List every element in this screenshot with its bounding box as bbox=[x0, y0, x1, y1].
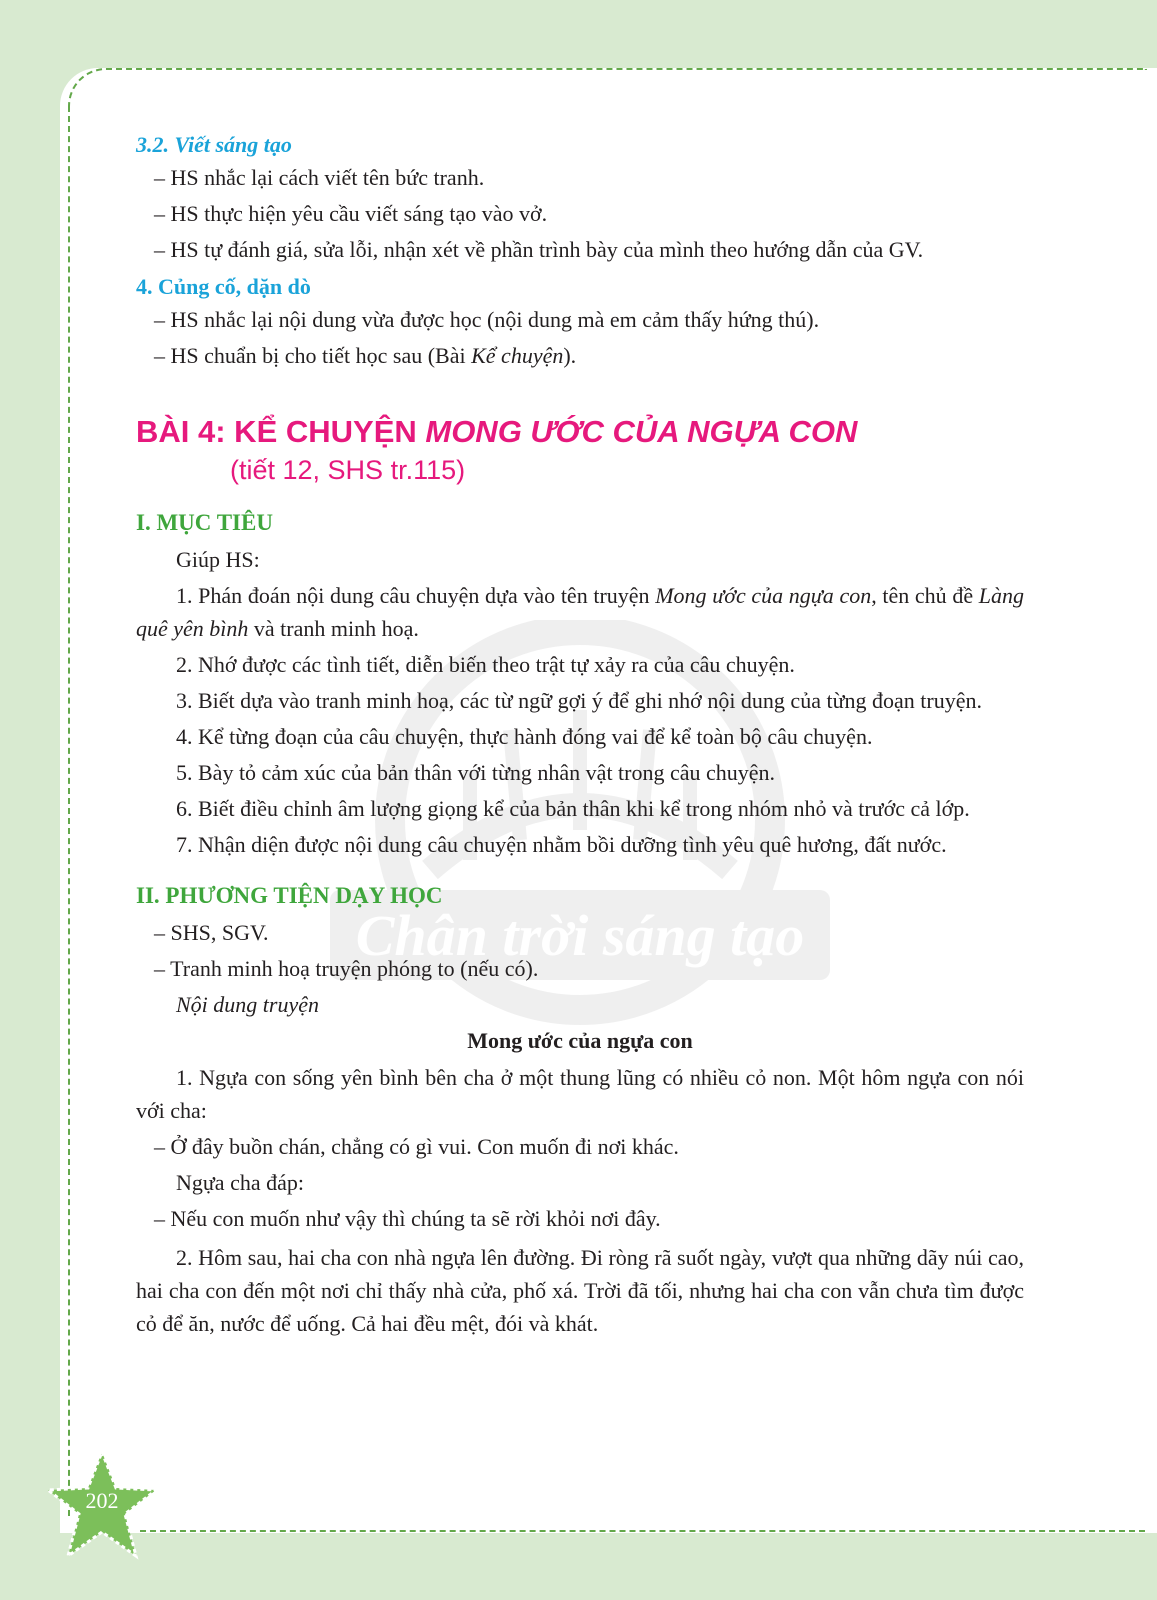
objectives-heading: I. MỤC TIÊU bbox=[136, 510, 273, 535]
objective-item: 5. Bày tỏ cảm xúc của bản thân với từng nhân vật trong câu chuyện. bbox=[176, 760, 776, 785]
text-span: và tranh minh hoạ. bbox=[248, 616, 419, 641]
text-span-italic: Kể chuyện bbox=[471, 343, 564, 368]
text-span: 1. Phán đoán nội dung câu chuyện dựa vào tên truyện bbox=[176, 583, 656, 608]
story-paragraph: 2. Hôm sau, hai cha con nhà ngựa lên đường. Đi ròng rã suốt ngày, vượt qua những dãy núi cao, hai cha con đến một nơi chỉ thấy nhà cửa, phố xá. Trời đã tối, nhưng hai cha con vẫn chưa tìm được cỏ để ăn, nước để uống. Cả hai đều mệt, đói và khát. bbox=[136, 1245, 1024, 1336]
objective-item: 6. Biết điều chỉnh âm lượng giọng kể của bản thân khi kể trong nhóm nhỏ và trước cả lớp. bbox=[176, 796, 970, 821]
text-span: – HS chuẩn bị cho tiết học sau (Bài bbox=[154, 343, 472, 368]
page-content bbox=[136, 128, 1024, 1343]
list-item: – HS nhắc lại cách viết tên bức tranh. bbox=[154, 165, 485, 190]
story-paragraph: 1. Ngựa con sống yên bình bên cha ở một thung lũng có nhiều cỏ non. Một hôm ngựa con nói với cha: bbox=[136, 1065, 1024, 1123]
list-item: – Tranh minh hoạ truyện phóng to (nếu có). bbox=[154, 956, 539, 981]
story-paragraph: – Nếu con muốn như vậy thì chúng ta sẽ rời khỏi nơi đây. bbox=[154, 1206, 661, 1231]
story-paragraph: – Ở đây buồn chán, chẳng có gì vui. Con muốn đi nơi khác. bbox=[154, 1134, 679, 1159]
text-span-italic: Làng quê yên bình bbox=[136, 583, 1025, 641]
section-heading-3-2: 3.2. Viết sáng tạo bbox=[136, 132, 292, 157]
dashed-border-bottom bbox=[140, 1530, 1145, 1532]
list-item: – HS tự đánh giá, sửa lỗi, nhận xét về phần trình bày của mình theo hướng dẫn của GV. bbox=[154, 237, 924, 262]
text-span: , tên chủ đề bbox=[871, 583, 979, 608]
lesson-title-story: MONG ƯỚC CỦA NGỰA CON bbox=[425, 414, 858, 449]
story-title: Mong ước của ngựa con bbox=[467, 1028, 693, 1053]
text-span: ). bbox=[563, 343, 577, 368]
objective-item: 3. Biết dựa vào tranh minh hoạ, các từ ngữ gợi ý để ghi nhớ nội dung của từng đoạn truyện. bbox=[176, 688, 982, 713]
objectives-intro: Giúp HS: bbox=[176, 547, 260, 572]
dashed-border-top bbox=[68, 68, 1147, 110]
objective-item bbox=[136, 579, 1024, 645]
objective-item: 2. Nhớ được các tình tiết, diễn biến theo trật tự xảy ra của câu chuyện. bbox=[176, 652, 795, 677]
text-span-italic: Mong ước của ngựa con bbox=[655, 583, 872, 608]
lesson-title bbox=[136, 412, 1024, 452]
objective-item: 7. Nhận diện được nội dung câu chuyện nhằm bồi dưỡng tình yêu quê hương, đất nước. bbox=[176, 832, 947, 857]
objective-item: 4. Kể từng đoạn của câu chuyện, thực hành đóng vai để kể toàn bộ câu chuyện. bbox=[176, 724, 873, 749]
list-item: – HS nhắc lại nội dung vừa được học (nội dung mà em cảm thấy hứng thú). bbox=[154, 307, 820, 332]
lesson-title-main: BÀI 4: KỂ CHUYỆN bbox=[136, 414, 426, 449]
section-heading-4: 4. Củng cố, dặn dò bbox=[136, 274, 311, 299]
dashed-border-left bbox=[68, 106, 70, 1516]
list-item: – SHS, SGV. bbox=[154, 920, 269, 945]
list-item bbox=[136, 339, 1024, 372]
watermark-text: Chân trời sáng tạo bbox=[355, 903, 805, 968]
story-paragraph: Ngựa cha đáp: bbox=[176, 1170, 304, 1195]
materials-heading: II. PHƯƠNG TIỆN DẠY HỌC bbox=[136, 883, 443, 908]
page-number: 202 bbox=[85, 1488, 119, 1513]
lesson-subtitle: (tiết 12, SHS tr.115) bbox=[230, 455, 466, 485]
story-label: Nội dung truyện bbox=[176, 992, 319, 1017]
list-item: – HS thực hiện yêu cầu viết sáng tạo vào vở. bbox=[154, 201, 548, 226]
